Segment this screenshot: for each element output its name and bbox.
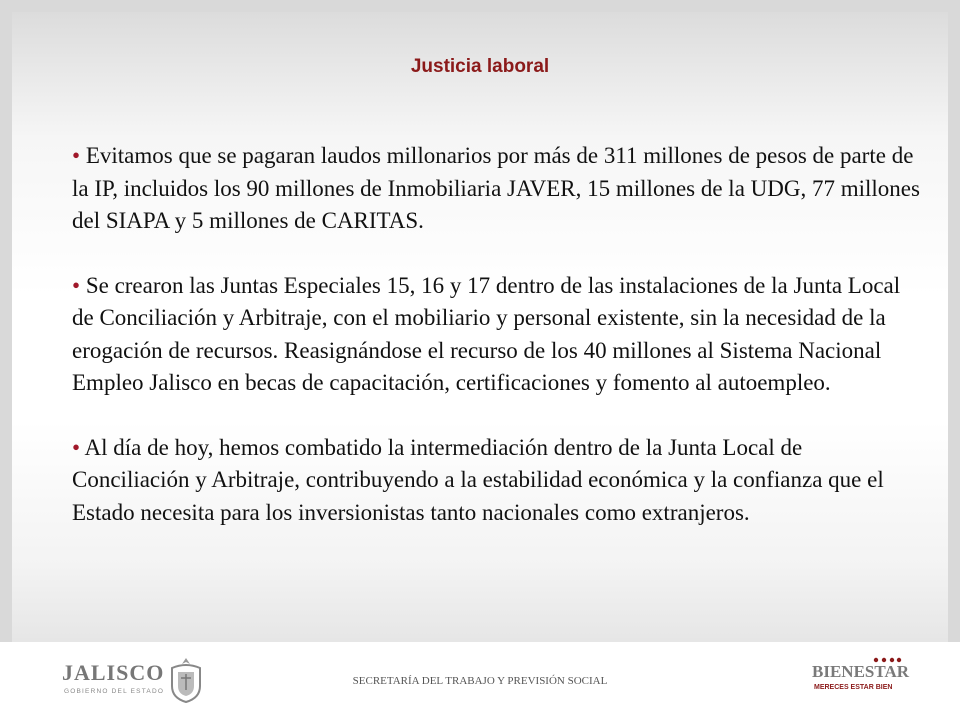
bullet-item [72,140,922,238]
bienestar-logo-subtitle: MERECES ESTAR BIEN [814,684,893,691]
slide-content [72,140,922,529]
bullet-dot-icon: • [72,272,81,298]
bienestar-logo [812,654,912,704]
bullet-dot-icon: • [72,434,81,460]
bullet-text: Al día de hoy, hemos combatido la intermediación dentro de la Junta Local de Conciliación y Arbitraje, contribuyendo a la estabilidad económica y la confianza que el Estado necesita para los inversionistas tanto nacionales como extranjeros. [72,434,884,525]
slide-title: Justicia laboral [410,56,550,77]
bienestar-logo-name: BIENESTAR [812,662,909,681]
jalisco-logo-subtitle: GOBIERNO DEL ESTADO [64,688,165,695]
secretaria-label: SECRETARÍA DEL TRABAJO Y PREVISIÓN SOCIAL [352,675,608,687]
bullet-item [72,270,922,400]
bullet-item [72,432,922,530]
bullet-text: Evitamos que se pagaran laudos millonarios por más de 311 millones de pesos de parte de la IP, incluidos los 90 millones de Inmobiliaria JAVER, 15 millones de la UDG, 77 millones del SIAPA y 5 millones de CARITAS. [72,143,920,233]
jalisco-logo-name: JALISCO [62,660,165,685]
bullet-dot-icon: • [72,143,81,168]
bullet-text: Se crearon las Juntas Especiales 15, 16 y 17 dentro de las instalaciones de la Junta Local de Conciliación y Arbitraje, con el mobiliario y personal existente, sin la necesidad de la erogación de recursos. Reasignándose el recurso de los 40 millones al Sistema Nacional Empleo Jalisco en becas de capacitación, certificaciones y fomento al autoempleo. [72,272,901,395]
slide-area [12,12,948,642]
footer [0,642,960,720]
